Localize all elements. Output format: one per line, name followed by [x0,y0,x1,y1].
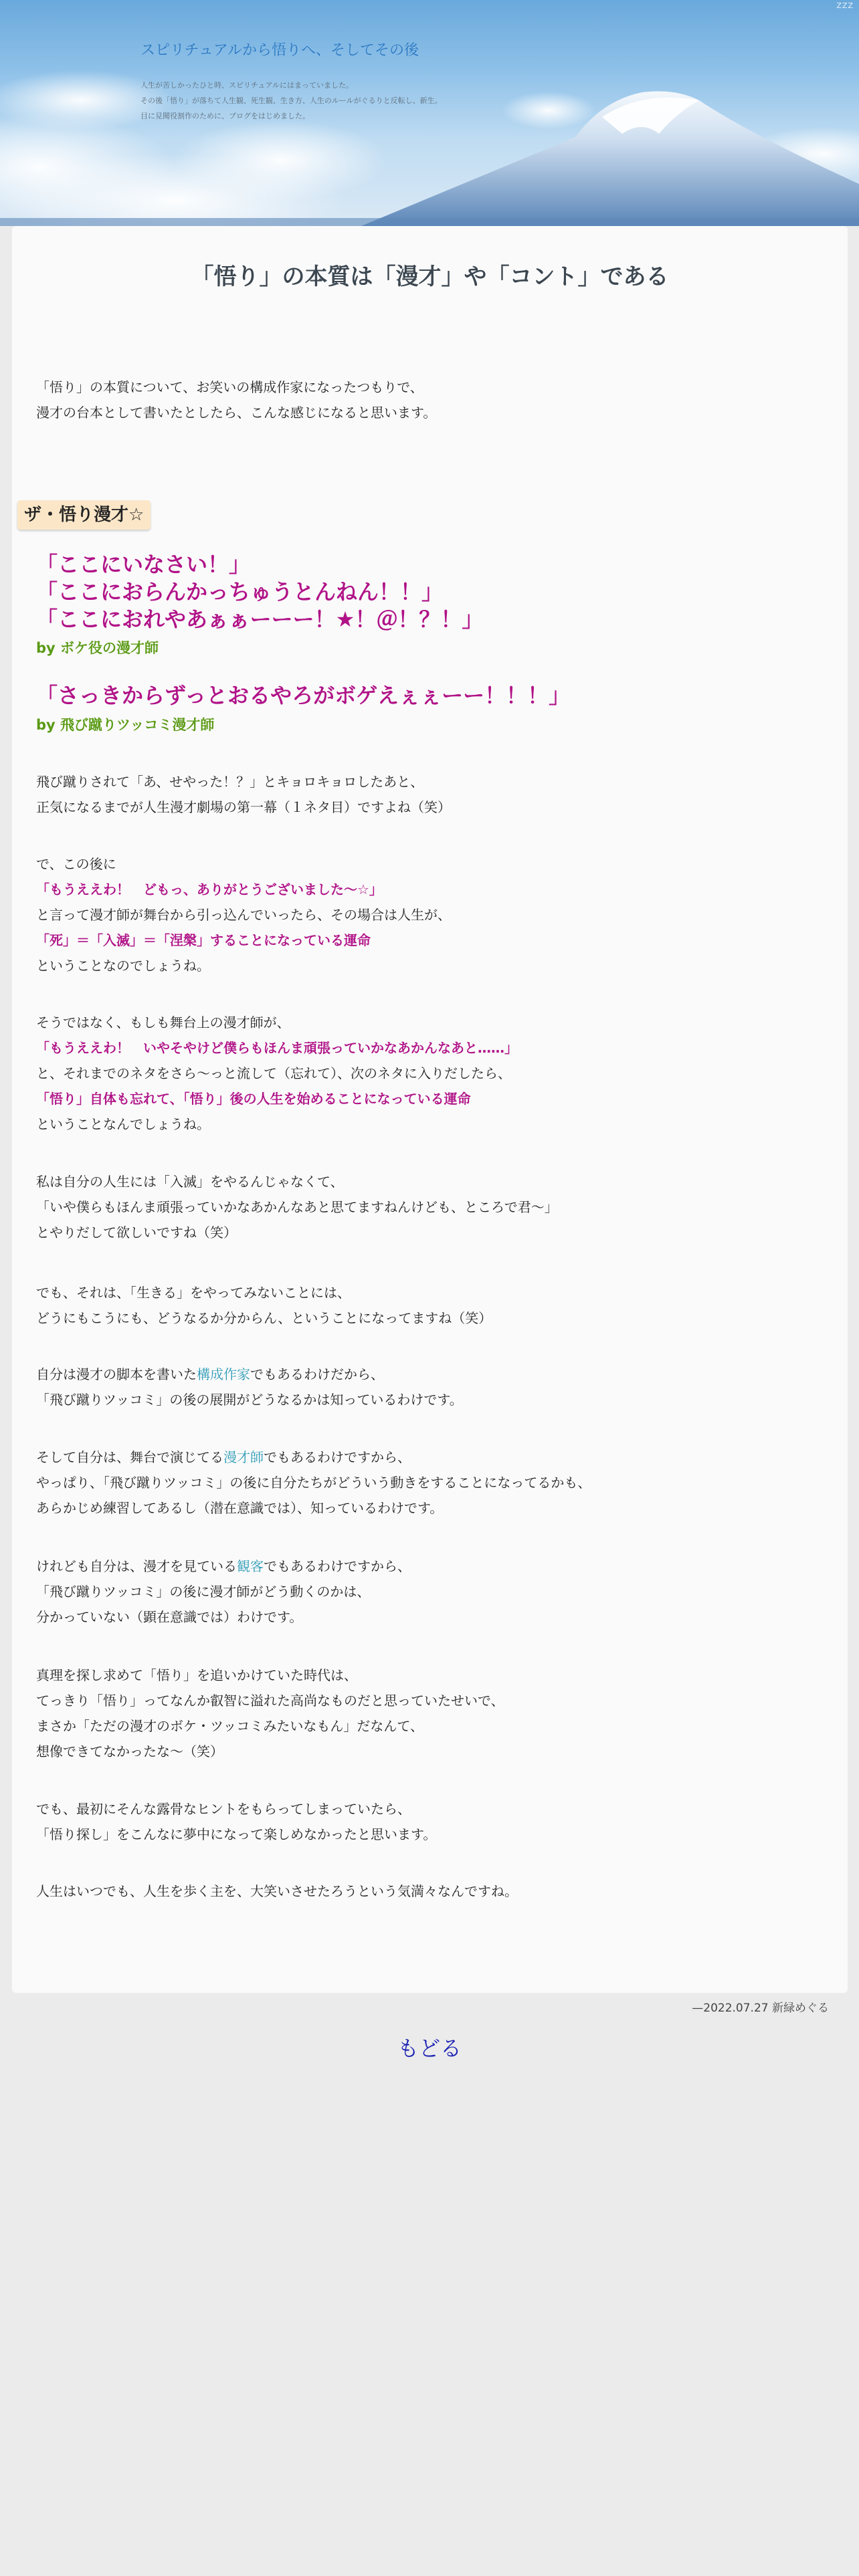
tsukkomi-attribution: by 飛び蹴りツッコミ漫才師 [36,717,215,733]
text-line: でも、それは、「生きる」をやってみないことには、 [36,1285,351,1301]
text-line: 「飛び蹴りツッコミ」の後の展開がどうなるかは知っているわけです。 [36,1392,463,1408]
article-card [12,226,848,2015]
text-span: でもあるわけですから、 [264,1449,411,1465]
text-line: 正気になるまでが人生漫才劇場の第一幕（１ネタ目）ですよね（笑） [36,799,451,815]
text-line: やっぱり、「飛び蹴りツッコミ」の後に自分たちがどういう動きをすることになってるかも、 [36,1475,591,1491]
paragraph [36,851,451,978]
text-line: 漫才の台本として書いたとしたら、こんな感じになると思います。 [36,405,437,421]
text-span: でもあるわけですから、 [264,1558,411,1574]
text-line: と、それまでのネタをさら〜っと流して（忘れて）、次のネタに入りだしたら、 [36,1065,511,1081]
text-line: あらかじめ練習してあるし（潜在意識では）、知っているわけです。 [36,1500,444,1516]
text-span: けれども自分は、漫才を見ている [36,1558,237,1574]
text-line: まさか「ただの漫才のボケ・ツッコミみたいなもん」だなんて、 [36,1718,423,1734]
text-line: そうではなく、もしも舞台上の漫才師が、 [36,1014,290,1031]
text-line: と言って漫才師が舞台から引っ込んでいったら、その場合は人生が、 [36,907,451,923]
text-line: 「悟り」の本質について、お笑いの構成作家になったつもりで、 [36,379,423,395]
text-line: 「いや僕らもほんま頑張っていかなあかんなあと思てますねんけども、ところで君〜」 [36,1199,558,1215]
section-heading: ザ・悟り漫才☆ [17,500,151,530]
site-description-line: 人生が苦しかったひと時、スピリチュアルにはまっていました。 [140,81,354,90]
highlight-word: 漫才師 [223,1449,264,1465]
text-line: 分かっていない（顕在意識では）わけです。 [36,1609,303,1625]
text-line: 「悟り探し」をこんなに夢中になって楽しめなかったと思います。 [36,1826,437,1842]
text-line: 想像できてなかったな〜（笑） [36,1743,223,1759]
boke-line: 「ここにおれやあぁぁーーー！★！＠！？！」 [36,607,484,632]
boke-attribution: by ボケ役の漫才師 [36,640,159,656]
highlight-line: 「もうええわ！ どもっ、ありがとうございました〜☆」 [36,881,383,897]
paragraph [36,1169,558,1245]
text-line: ということなのでしょうね。 [36,958,210,974]
paragraph [36,1362,463,1412]
text-line: 「飛び蹴りツッコミ」の後に漫才師がどう動くのかは、 [36,1584,371,1600]
back-link[interactable]: もどる [397,2036,462,2061]
text-line: とやりだして欲しいですね（笑） [36,1224,237,1241]
text-line: 私は自分の人生には「入滅」をやるんじゃなくて、 [36,1174,344,1190]
text-span: そして自分は、舞台で演じてる [36,1449,223,1465]
highlight-line: 「悟り」自体も忘れて、「悟り」後の人生を始めることになっている運命 [36,1091,471,1107]
text-line: どうにもこうにも、どうなるか分からん、ということになってますね（笑） [36,1310,492,1326]
text-line: で、この後に [36,856,116,872]
paragraph [36,1010,518,1137]
text-line: 真理を探し求めて「悟り」を追いかけていた時代は、 [36,1667,357,1683]
highlight-word: 観客 [237,1558,264,1574]
text-line: 人生はいつでも、人生を歩く主を、大笑いさせたろうという気満々なんですね。 [36,1883,518,1899]
highlight-line: 「もうええわ！ いやそやけど僕らもほんま頑張っていかなあかんなあと……」 [36,1040,518,1056]
site-description [140,78,442,124]
text-line: 飛び蹴りされて「あ、せやった！？」とキョロキョロしたあと、 [36,774,424,790]
site-description-line: 目に見聞役割作のために、ブログをはじめました。 [140,112,310,120]
text-line: ということなんでしょうね。 [36,1116,210,1132]
text-span: 自分は漫才の脚本を書いた [36,1366,197,1382]
intro-paragraph [36,374,436,425]
text-line: でも、最初にそんな露骨なヒントをもらってしまっていたら、 [36,1801,411,1817]
paragraph [36,769,451,820]
header-corner-label: ZZZ [836,1,854,10]
tsukkomi-line: 「さっきからずっとおるやろがボゲえぇぇーー！！！」 [36,683,571,708]
site-description-line: その後「悟り」が落ちて人生観、死生観、生き方、人生のルールがぐるりと反転し、新生。 [140,96,442,105]
site-header [0,0,859,226]
text-line [36,1553,411,1579]
boke-lines [36,551,483,633]
paragraph [36,1662,504,1764]
site-title[interactable]: スピリチュアルから悟りへ、そしてその後 [140,42,419,59]
text-line: てっきり「悟り」ってなんか叡智に溢れた高尚なものだと思っていたせいで、 [36,1693,504,1709]
text-line [36,1444,591,1470]
text-line [36,1362,463,1387]
boke-line: 「ここにいなさい！」 [36,552,251,577]
post-title: 「悟り」の本質は「漫才」や「コント」である [191,263,669,290]
text-span: でもあるわけだから、 [250,1366,384,1382]
paragraph [36,1879,518,1904]
highlight-line: 「死」＝「入滅」＝「涅槃」することになっている運命 [36,932,371,948]
post-signature: —2022.07.27 新緑めぐる [692,2002,829,2015]
paragraph [36,1796,436,1847]
paragraph [36,1553,411,1630]
highlight-word: 構成作家 [197,1366,250,1382]
boke-line: 「ここにおらんかっちゅうとんねん！！」 [36,579,444,605]
paragraph [36,1280,492,1331]
paragraph [36,1444,591,1521]
